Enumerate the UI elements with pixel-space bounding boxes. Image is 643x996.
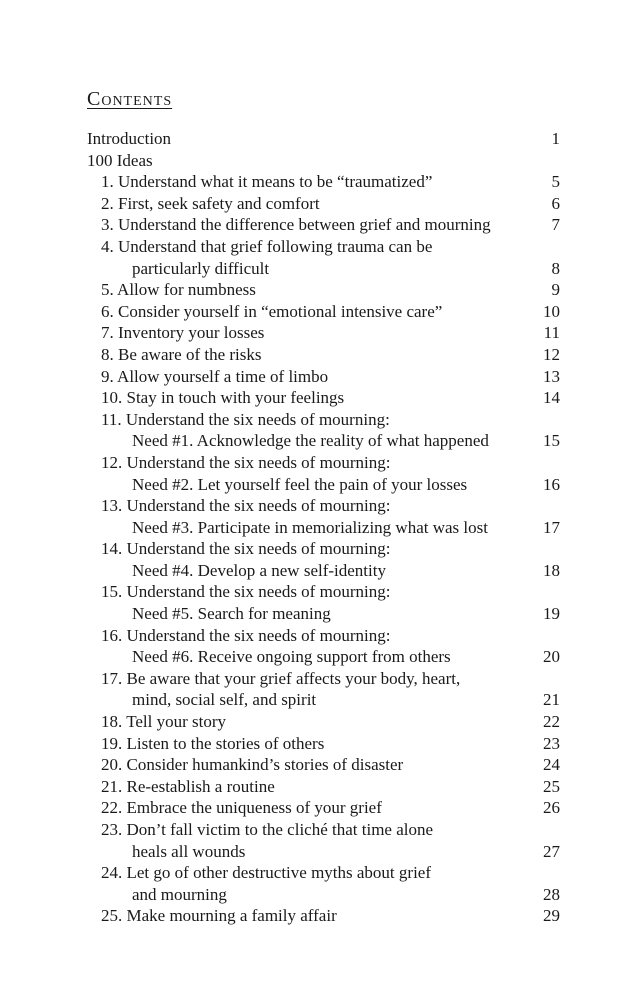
toc-entry-page: 10 xyxy=(543,301,560,321)
toc-entry-title: 4. Understand that grief following trauma can be xyxy=(101,236,433,256)
toc-entry xyxy=(87,430,560,452)
toc-entry xyxy=(87,366,560,388)
toc-entry-title: 9. Allow yourself a time of limbo xyxy=(101,366,329,386)
toc-entry-title: 15. Understand the six needs of mourning: xyxy=(101,582,391,602)
toc-entry xyxy=(87,581,560,603)
toc-entry-title: 3. Understand the difference between grief and mourning xyxy=(101,215,491,235)
toc-entry-page: 7 xyxy=(551,215,560,235)
toc-entry xyxy=(87,452,560,474)
toc-entry xyxy=(87,128,560,150)
toc-entry-page: 25 xyxy=(543,776,560,796)
toc-entry-title: 19. Listen to the stories of others xyxy=(101,733,325,753)
toc-entry xyxy=(87,193,560,215)
toc-entry xyxy=(87,214,560,236)
toc-entry-title: 18. Tell your story xyxy=(101,712,227,732)
toc-entry xyxy=(87,711,560,733)
toc-entry xyxy=(87,625,560,647)
toc-entry xyxy=(87,603,560,625)
toc-entry xyxy=(87,387,560,409)
toc-entry xyxy=(87,776,560,798)
toc-entry xyxy=(87,862,560,884)
toc-entry-page: 18 xyxy=(543,560,560,580)
toc-entry xyxy=(87,409,560,431)
toc-entry-title: Need #1. Acknowledge the reality of what happened xyxy=(132,431,489,451)
toc-entry-title: 10. Stay in touch with your feelings xyxy=(101,388,345,408)
toc-entry-title: 5. Allow for numbness xyxy=(101,280,256,300)
toc-entry xyxy=(87,171,560,193)
toc-entry-page: 27 xyxy=(543,841,560,861)
toc-entry xyxy=(87,754,560,776)
toc-entry-page: 23 xyxy=(543,733,560,753)
toc-entry-page: 13 xyxy=(543,366,560,386)
toc-entry xyxy=(87,733,560,755)
toc-entry xyxy=(87,236,560,258)
toc-entry-page: 17 xyxy=(543,517,560,537)
toc-entry-page: 5 xyxy=(551,172,560,192)
toc-entry-title: particularly difficult xyxy=(132,258,270,278)
toc-entry-page: 20 xyxy=(543,647,560,667)
toc-entry-title: Need #2. Let yourself feel the pain of your losses xyxy=(132,474,468,494)
toc-entry-page: 9 xyxy=(551,280,560,300)
toc-entry-title: 21. Re-establish a routine xyxy=(101,776,275,796)
toc-entry-page: 21 xyxy=(543,690,560,710)
toc-entry xyxy=(87,495,560,517)
toc-entry xyxy=(87,538,560,560)
toc-entry-title: 16. Understand the six needs of mourning: xyxy=(101,625,391,645)
toc-entry-title: 20. Consider humankind’s stories of disaster xyxy=(101,755,404,775)
toc-entry-page: 16 xyxy=(543,474,560,494)
toc-entry-page: 22 xyxy=(543,712,560,732)
toc-entry-title: heals all wounds xyxy=(132,841,246,861)
toc-entry xyxy=(87,279,560,301)
contents-heading: Contents xyxy=(87,88,173,110)
toc-entry-title: 6. Consider yourself in “emotional intensive care” xyxy=(101,301,443,321)
toc-entry-title: Need #5. Search for meaning xyxy=(132,604,331,624)
toc-entry-title: 1. Understand what it means to be “traumatized” xyxy=(101,172,433,192)
toc-entry-title: mind, social self, and spirit xyxy=(132,690,317,710)
toc-entry-title: 100 Ideas xyxy=(87,150,153,170)
toc-entry-page: 15 xyxy=(543,431,560,451)
toc-entry-title: 24. Let go of other destructive myths about grief xyxy=(101,863,431,883)
toc-entry xyxy=(87,819,560,841)
toc-entry-page: 6 xyxy=(551,193,560,213)
toc-entry xyxy=(87,689,560,711)
toc-entry-page: 1 xyxy=(551,129,560,148)
toc-entry xyxy=(87,884,560,906)
toc-entry-title: Need #6. Receive ongoing support from others xyxy=(132,647,451,667)
toc-entry-page: 11 xyxy=(543,323,560,343)
toc-entry-title: Need #3. Participate in memorializing what was lost xyxy=(132,517,488,537)
toc-entry-title: 13. Understand the six needs of mourning: xyxy=(101,496,391,516)
toc-entry-page: 12 xyxy=(543,344,560,364)
toc-entry-page: 29 xyxy=(543,906,560,926)
toc-entry-title: and mourning xyxy=(132,884,227,904)
toc-entry-page: 28 xyxy=(543,884,560,904)
toc-entry xyxy=(87,258,560,280)
toc-entry xyxy=(87,301,560,323)
toc-entry xyxy=(87,344,560,366)
toc-entry xyxy=(87,646,560,668)
toc-entry-title: 2. First, seek safety and comfort xyxy=(101,193,320,213)
toc-entry xyxy=(87,905,560,927)
toc-entry-page: 24 xyxy=(543,755,560,775)
toc-entry-title: 14. Understand the six needs of mourning: xyxy=(101,539,391,559)
table-of-contents xyxy=(87,128,560,927)
toc-entry xyxy=(87,560,560,582)
toc-entry-title: 12. Understand the six needs of mourning: xyxy=(101,452,391,472)
toc-entry-title: 17. Be aware that your grief affects your body, heart, xyxy=(101,668,461,688)
toc-entry-title: 7. Inventory your losses xyxy=(101,323,265,343)
toc-entry-title: 8. Be aware of the risks xyxy=(101,344,262,364)
toc-entry xyxy=(87,668,560,690)
toc-entry-title: 23. Don’t fall victim to the cliché that time alone xyxy=(101,820,434,839)
toc-entry-title: 22. Embrace the uniqueness of your grief xyxy=(101,798,382,818)
toc-entry xyxy=(87,474,560,496)
toc-entry xyxy=(87,150,560,172)
toc-entry-page: 19 xyxy=(543,604,560,624)
toc-entry-title: Need #4. Develop a new self-identity xyxy=(132,560,386,580)
toc-entry xyxy=(87,517,560,539)
toc-entry-title: 11. Understand the six needs of mourning: xyxy=(101,409,390,429)
toc-entry-page: 14 xyxy=(543,388,560,408)
toc-entry-page: 26 xyxy=(543,798,560,818)
toc-entry xyxy=(87,322,560,344)
toc-entry-title: 25. Make mourning a family affair xyxy=(101,906,337,926)
toc-entry-page: 8 xyxy=(551,258,560,278)
toc-entry xyxy=(87,841,560,863)
toc-entry xyxy=(87,797,560,819)
toc-entry-title: Introduction xyxy=(87,129,172,148)
